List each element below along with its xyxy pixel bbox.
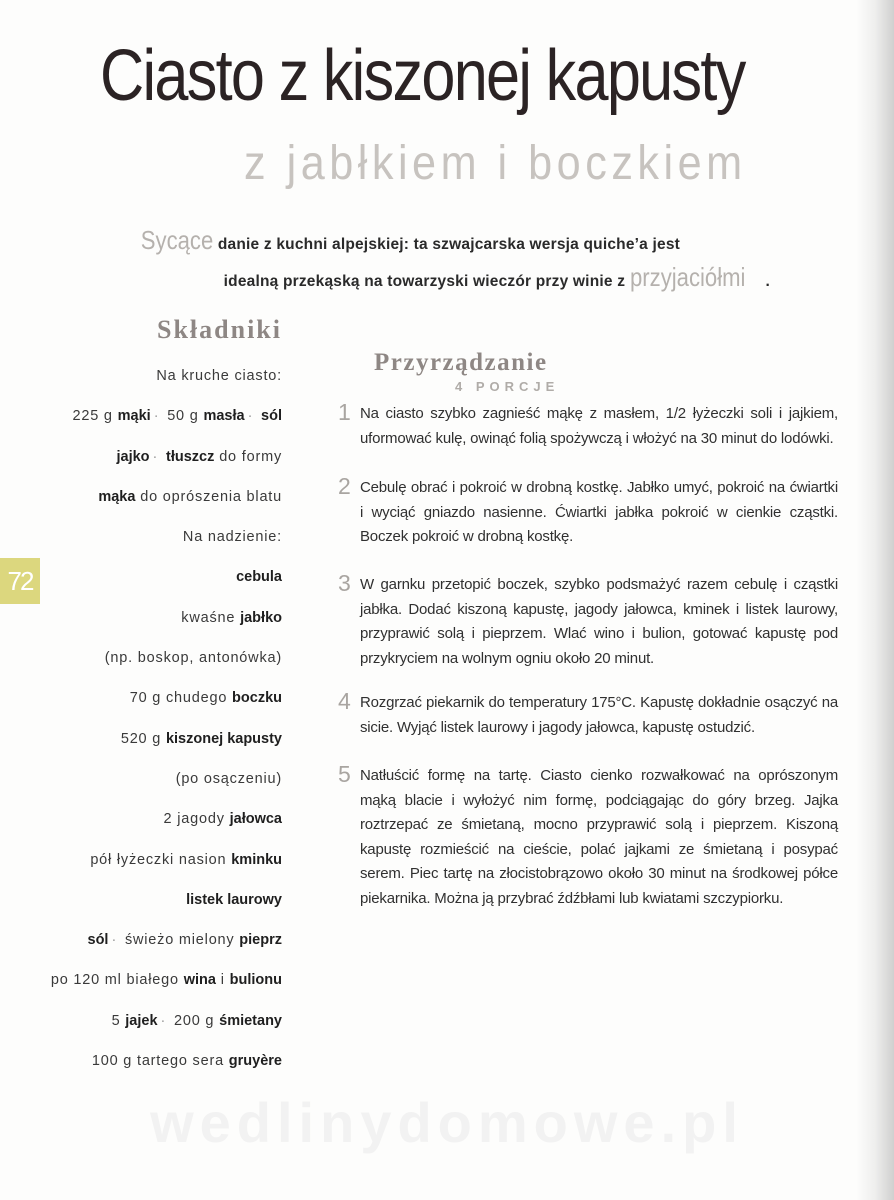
ingredient-name: boczku — [232, 690, 282, 707]
step-text: Rozgrzać piekarnik do temperatury 175°C. Kapustę dokładnie osączyć na sicie. Wyjąć listek laurowy i jagody jałowca, kapustę ostudzić. — [360, 694, 838, 736]
ingredient-item — [0, 648, 282, 688]
ingredient-name: tłuszcz — [166, 448, 215, 465]
ingredient-name: cebula — [236, 569, 282, 586]
ingredient-detail: kwaśne — [181, 609, 241, 626]
ingredient-name: jajko — [116, 448, 150, 465]
intro-line-1-text: danie z kuchni alpejskiej: ta szwajcarska wersja quiche’a jest — [217, 236, 680, 253]
recipe-subtitle: z jabłkiem i boczkiem — [244, 137, 747, 190]
watermark: wedlinydomowe.pl — [150, 1091, 744, 1154]
ingredient-detail: po 120 ml białego — [50, 972, 184, 989]
step-4 — [338, 688, 838, 740]
step-text: Natłuścić formę na tartę. Ciasto cienko rozwałkować na oprószonym mąką blacie i wyłożyć nim formę, podciągając do góry brzeg. Jajka roztrzepać ze śmietaną, mocno przyprawić solą i pieprzem. Kiszoną kapustę rozmieścić na cieście, polać jajkami ze śmietaną i posypać serem. Piec tartę na złocistobrązowo około 30 minut na środkowej półce piekarnika. Można ją przybrać źdźbłami lub kwiatami szczypiorku. — [360, 767, 838, 907]
ingredient-item — [0, 447, 282, 487]
step-number: 1 — [338, 399, 351, 425]
ingredient-detail: (np. boskop, antonówka) — [104, 650, 282, 667]
book-gutter-shadow — [856, 0, 894, 1200]
intro-line-1 — [110, 225, 680, 256]
intro-highlight-word-start: Sycące — [140, 225, 214, 255]
separator-dot: · — [152, 448, 159, 465]
ingredient-item — [0, 729, 282, 769]
ingredient-detail: świeżo mielony — [124, 932, 240, 949]
intro-line-2-text: idealną przekąską na towarzyski wieczór przy winie z — [223, 273, 626, 290]
ingredient-detail: (po osączeniu) — [175, 770, 282, 787]
step-3 — [338, 570, 838, 671]
ingredient-detail: Na nadzienie: — [182, 529, 282, 546]
ingredient-item — [0, 567, 282, 607]
ingredient-detail: do formy — [214, 448, 282, 465]
ingredient-name: kminku — [231, 851, 282, 868]
ingredient-detail: 70 g chudego — [129, 690, 233, 707]
ingredient-detail: 200 g — [174, 1012, 220, 1029]
ingredient-name: jałowca — [229, 811, 282, 828]
ingredient-item — [0, 930, 282, 970]
ingredient-item — [0, 527, 282, 567]
ingredient-name: sól — [87, 932, 109, 949]
separator-dot: · — [153, 408, 160, 425]
step-1 — [338, 399, 838, 451]
ingredient-item — [0, 1051, 282, 1091]
ingredient-name: jajek — [125, 1012, 158, 1029]
ingredient-item — [0, 890, 282, 930]
ingredient-name: śmietany — [219, 1012, 282, 1029]
ingredient-name: wina — [183, 972, 216, 989]
ingredient-item — [0, 970, 282, 1010]
ingredient-item — [0, 366, 282, 406]
step-number: 3 — [338, 570, 351, 596]
ingredient-item — [0, 406, 282, 446]
ingredient-item — [0, 850, 282, 890]
intro-text — [110, 225, 810, 293]
step-2 — [338, 473, 838, 550]
ingredient-name: mąka — [98, 488, 136, 505]
separator-dot: · — [247, 408, 254, 425]
ingredient-detail: 50 g — [167, 408, 204, 425]
step-number: 5 — [338, 761, 351, 787]
ingredient-name: kiszonej kapusty — [165, 730, 282, 747]
ingredient-detail: i — [215, 972, 230, 989]
intro-end-mark: . — [765, 273, 770, 290]
step-text: Na ciasto szybko zagnieść mąkę z masłem, 1/2 łyżeczki soli i jajkiem, uformować kulę, owinąć folią spożywczą i włożyć na 30 minut do lodówki. — [360, 405, 838, 447]
ingredient-detail: 2 jagody — [163, 811, 230, 828]
step-number: 4 — [338, 688, 351, 714]
separator-dot: · — [160, 1012, 167, 1029]
ingredient-name: masła — [203, 408, 245, 425]
ingredient-name: mąki — [117, 408, 151, 425]
recipe-title: Ciasto z kiszonej kapusty — [100, 36, 745, 116]
page-number-tab: 72 — [0, 558, 40, 604]
ingredient-item — [0, 809, 282, 849]
step-text: Cebulę obrać i pokroić w drobną kostkę. Jabłko umyć, pokroić na ćwiartki i wyciąć gniazdo nasienne. Ćwiartki jabłka pokroić w cienkie cząstki. Boczek pokroić w drobną kostkę. — [360, 479, 838, 545]
ingredient-name: gruyère — [228, 1053, 282, 1070]
ingredient-item — [0, 688, 282, 728]
step-number: 2 — [338, 473, 351, 499]
step-text: W garnku przetopić boczek, szybko podsmażyć razem cebulę i cząstki jabłka. Dodać kiszoną kapustę, jagody jałowca, kminek i listek laurowy, przyprawić solą i pieprzem. Wlać wino i bulion, gotować kapustę pod przykryciem na wolnym ogniu około 20 minut. — [360, 576, 838, 667]
ingredient-detail: 520 g — [120, 730, 166, 747]
ingredient-detail: 5 — [111, 1012, 126, 1029]
ingredient-item — [0, 487, 282, 527]
preparation-heading: Przyrządzanie — [374, 349, 548, 376]
ingredients-list — [0, 366, 282, 1091]
ingredient-item — [0, 1011, 282, 1051]
ingredient-name: listek laurowy — [186, 891, 282, 908]
ingredient-detail: 100 g tartego sera — [91, 1053, 229, 1070]
separator-dot: · — [111, 932, 118, 949]
ingredient-detail: do oprószenia blatu — [135, 488, 282, 505]
ingredient-item — [0, 769, 282, 809]
ingredient-detail: 225 g — [72, 408, 118, 425]
ingredient-detail: Na kruche ciasto: — [156, 368, 282, 384]
servings-label: 4 PORCJE — [455, 379, 560, 394]
intro-highlight-word-end: przyjaciółmi — [629, 262, 746, 292]
ingredient-detail: pół łyżeczki nasion — [90, 851, 232, 868]
ingredient-name: bulionu — [229, 972, 282, 989]
intro-line-2 — [110, 262, 770, 293]
ingredient-name: sól — [261, 408, 282, 425]
step-5 — [338, 761, 838, 911]
ingredient-item — [0, 608, 282, 648]
ingredient-name: pieprz — [239, 932, 282, 949]
ingredients-heading: Składniki — [157, 315, 282, 344]
ingredient-name: jabłko — [240, 609, 282, 626]
